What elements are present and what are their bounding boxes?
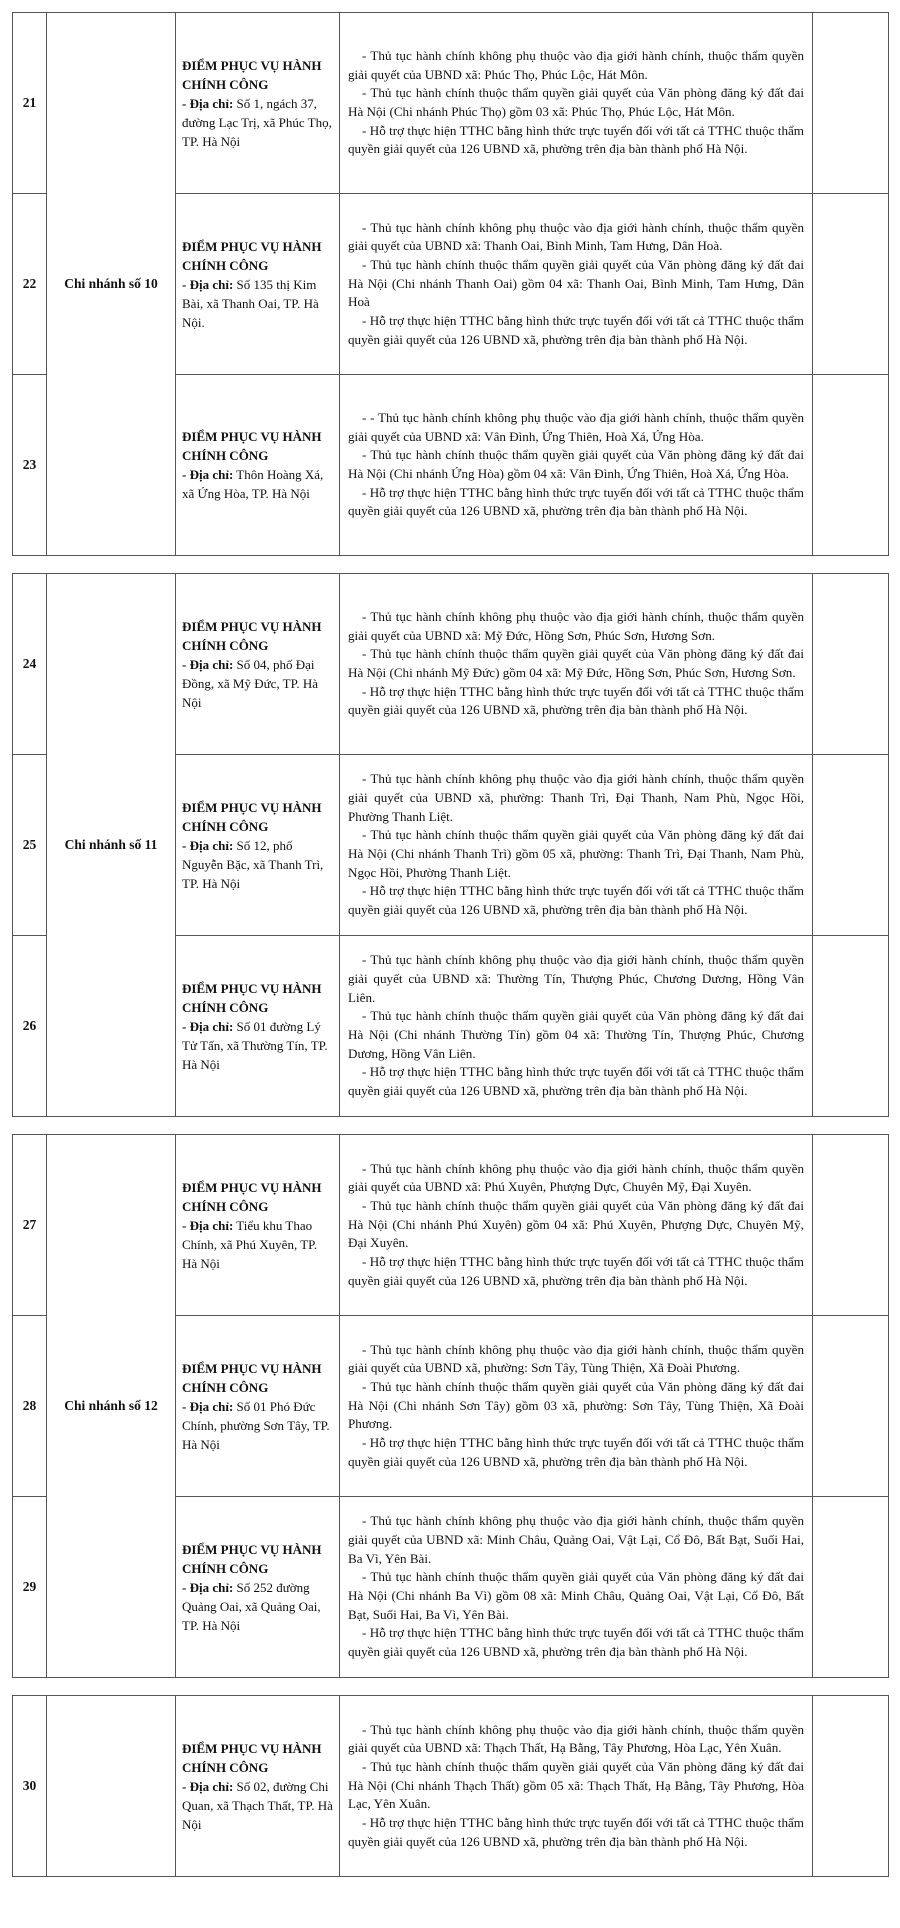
address-text: Tiểu khu Thao Chính, xã Phú Xuyên, TP. Hà Nội — [182, 1217, 318, 1271]
procedure-paragraph: - Thủ tục hành chính không phụ thuộc vào địa giới hành chính, thuộc thẩm quyền giải quyết của UBND xã, phường: Sơn Tây, Tùng Thiện, Xã Đoài Phương. — [348, 1341, 804, 1376]
notes-cell — [813, 1696, 889, 1877]
row-number: 30 — [13, 1696, 47, 1877]
branch-name: Chi nhánh số 11 — [47, 574, 176, 1117]
address-label: - Địa chỉ: — [182, 1579, 234, 1595]
service-point-cell — [176, 375, 340, 556]
address-text: Số 01 Phó Đức Chính, phường Sơn Tây, TP. Hà Nội — [182, 1398, 330, 1452]
service-point-cell — [176, 1497, 340, 1678]
procedure-paragraph: - Thủ tục hành chính không phụ thuộc vào địa giới hành chính, thuộc thẩm quyền giải quyết của UBND xã: Mỹ Đức, Hồng Sơn, Phúc Sơn, Hương Sơn. — [348, 608, 804, 643]
service-point-cell — [176, 936, 340, 1117]
procedure-paragraph: - Hỗ trợ thực hiện TTHC bằng hình thức trực tuyến đối với tất cả TTHC thuộc thẩm quyền giải quyết của 126 UBND xã, phường trên địa bàn thành phố Hà Nội. — [348, 1064, 804, 1099]
procedure-paragraph: - Thủ tục hành chính thuộc thẩm quyền giải quyết của Văn phòng đăng ký đất đai Hà Nội (Chi nhánh Thanh Trì) gồm 05 xã, phường: Thanh Trì, Đại Thanh, Nam Phù, Ngọc Hồi, Phường Thanh Liệt. — [348, 827, 804, 880]
table-row — [13, 574, 889, 755]
branch-name: Chi nhánh số 12 — [47, 1135, 176, 1678]
procedure-paragraph: - Hỗ trợ thực hiện TTHC bằng hình thức trực tuyến đối với tất cả TTHC thuộc thẩm quyền giải quyết của 126 UBND xã, phường trên địa bàn thành phố Hà Nội. — [348, 1254, 804, 1288]
table-row — [13, 1135, 889, 1316]
procedure-paragraph: - Thủ tục hành chính thuộc thẩm quyền giải quyết của Văn phòng đăng ký đất đai Hà Nội (Chi nhánh Ứng Hòa) gồm 04 xã: Vân Đình, Ứng Thiên, Hoà Xá, Ứng Hòa. — [348, 447, 804, 481]
address-label: - Địa chỉ: — [182, 95, 234, 111]
service-point-cell — [176, 1316, 340, 1497]
service-point-cell — [176, 755, 340, 936]
address-label: - Địa chỉ: — [182, 1778, 234, 1794]
row-number: 24 — [13, 574, 47, 755]
service-point-title: ĐIỂM PHỤC VỤ HÀNH CHÍNH CÔNG — [182, 1360, 322, 1395]
address-text: Số 12, phố Nguyễn Bặc, xã Thanh Trì, TP. Hà Nội — [182, 837, 324, 891]
service-point-table — [12, 1695, 889, 1877]
service-point-cell — [176, 194, 340, 375]
notes-cell — [813, 936, 889, 1117]
procedure-paragraph: - Hỗ trợ thực hiện TTHC bằng hình thức trực tuyến đối với tất cả TTHC thuộc thẩm quyền giải quyết của 126 UBND xã, phường trên địa bàn thành phố Hà Nội. — [348, 683, 804, 718]
notes-cell — [813, 13, 889, 194]
address-label: - Địa chỉ: — [182, 656, 234, 672]
procedure-paragraph: - Thủ tục hành chính không phụ thuộc vào địa giới hành chính, thuộc thẩm quyền giải quyết của UBND xã: Phú Xuyên, Phượng Dực, Chuyên Mỹ, Đại Xuyên. — [348, 1160, 804, 1195]
procedure-paragraph: - Thủ tục hành chính thuộc thẩm quyền giải quyết của Văn phòng đăng ký đất đai Hà Nội (Chi nhánh Phúc Thọ) gồm 03 xã: Phúc Thọ, Phúc Lộc, Hát Môn. — [348, 85, 804, 119]
table-row — [13, 1696, 889, 1877]
notes-cell — [813, 375, 889, 556]
procedure-description — [340, 936, 813, 1117]
procedure-paragraph: - Hỗ trợ thực hiện TTHC bằng hình thức trực tuyến đối với tất cả TTHC thuộc thẩm quyền giải quyết của 126 UBND xã, phường trên địa bàn thành phố Hà Nội. — [348, 1625, 804, 1660]
service-point-title: ĐIỂM PHỤC VỤ HÀNH CHÍNH CÔNG — [182, 57, 322, 92]
service-point-cell — [176, 1696, 340, 1877]
procedure-description — [340, 574, 813, 755]
row-number: 26 — [13, 936, 47, 1117]
notes-cell — [813, 755, 889, 936]
address-label: - Địa chỉ: — [182, 467, 234, 482]
row-number: 21 — [13, 13, 47, 194]
procedure-paragraph: - Thủ tục hành chính thuộc thẩm quyền giải quyết của Văn phòng đăng ký đất đai Hà Nội (Chi nhánh Thường Tín) gồm 04 xã: Thường Tín, Thượng Phúc, Chương Dương, Hồng Vân Liên. — [348, 1008, 804, 1061]
procedure-description — [340, 1135, 813, 1316]
procedure-paragraph: - Hỗ trợ thực hiện TTHC bằng hình thức trực tuyến đối với tất cả TTHC thuộc thẩm quyền giải quyết của 126 UBND xã, phường trên địa bàn thành phố Hà Nội. — [348, 883, 804, 918]
procedure-paragraph: - Thủ tục hành chính thuộc thẩm quyền giải quyết của Văn phòng đăng ký đất đai Hà Nội (Chi nhánh Sơn Tây) gồm 03 xã, phường: Sơn Tây, Tùng Thiện, Xã Đoài Phương. — [348, 1378, 804, 1432]
service-point-title: ĐIỂM PHỤC VỤ HÀNH CHÍNH CÔNG — [182, 980, 322, 1015]
procedure-description — [340, 375, 813, 556]
row-number: 29 — [13, 1497, 47, 1678]
service-point-title: ĐIỂM PHỤC VỤ HÀNH CHÍNH CÔNG — [182, 1179, 322, 1214]
row-number: 23 — [13, 375, 47, 556]
notes-cell — [813, 1135, 889, 1316]
notes-cell — [813, 574, 889, 755]
document-page — [12, 12, 888, 1894]
address-label: - Địa chỉ: — [182, 1018, 234, 1034]
branch-name: Chi nhánh số 10 — [47, 13, 176, 556]
service-point-title: ĐIỂM PHỤC VỤ HÀNH CHÍNH CÔNG — [182, 429, 322, 463]
service-point-table — [12, 1134, 889, 1678]
address-text: Thôn Hoàng Xá, xã Ứng Hòa, TP. Hà Nội — [182, 467, 324, 501]
branch-name — [47, 1696, 176, 1877]
address-text: Số 1, ngách 37, đường Lạc Trị, xã Phúc Thọ, TP. Hà Nội — [182, 95, 332, 149]
address-text: Số 01 đường Lý Tử Tấn, xã Thường Tín, TP. Hà Nội — [182, 1018, 328, 1072]
address-label: - Địa chỉ: — [182, 276, 234, 292]
procedure-paragraph: - Hỗ trợ thực hiện TTHC bằng hình thức trực tuyến đối với tất cả TTHC thuộc thẩm quyền giải quyết của 126 UBND xã, phường trên địa bàn thành phố Hà Nội. — [348, 484, 804, 519]
row-number: 22 — [13, 194, 47, 375]
address-text: Số 252 đường Quảng Oai, xã Quảng Oai, TP. Hà Nội — [182, 1579, 321, 1633]
procedure-description — [340, 1316, 813, 1497]
address-label: - Địa chỉ: — [182, 1217, 234, 1233]
procedure-paragraph: - Thủ tục hành chính không phụ thuộc vào địa giới hành chính, thuộc thẩm quyền giải quyết của UBND xã, phường: Thanh Trì, Đại Thanh, Nam Phù, Ngọc Hồi, Phường Thanh Liệt. — [348, 771, 804, 824]
procedure-paragraph: - Hỗ trợ thực hiện TTHC bằng hình thức trực tuyến đối với tất cả TTHC thuộc thẩm quyền giải quyết của 126 UBND xã, phường trên địa bàn thành phố Hà Nội. — [348, 313, 804, 347]
service-point-cell — [176, 574, 340, 755]
procedure-paragraph: - Thủ tục hành chính không phụ thuộc vào địa giới hành chính, thuộc thẩm quyền giải quyết của UBND xã: Thạch Thất, Hạ Bằng, Tây Phương, Hòa Lạc, Yên Xuân. — [348, 1721, 804, 1756]
procedure-paragraph: - Thủ tục hành chính thuộc thẩm quyền giải quyết của Văn phòng đăng ký đất đai Hà Nội (Chi nhánh Thạch Thất) gồm 05 xã: Thạch Thất, Hạ Bằng, Tây Phương, Hòa Lạc, Yên Xuân. — [348, 1758, 804, 1812]
service-point-title: ĐIỂM PHỤC VỤ HÀNH CHÍNH CÔNG — [182, 238, 322, 273]
procedure-description — [340, 755, 813, 936]
procedure-paragraph: - Thủ tục hành chính không phụ thuộc vào địa giới hành chính, thuộc thẩm quyền giải quyết của UBND xã: Thanh Oai, Bình Minh, Tam Hưng, Dân Hoà. — [348, 219, 804, 254]
table-row — [13, 13, 889, 194]
procedure-description — [340, 194, 813, 375]
service-point-title: ĐIỂM PHỤC VỤ HÀNH CHÍNH CÔNG — [182, 618, 322, 653]
service-point-cell — [176, 13, 340, 194]
address-text: Số 04, phố Đại Đồng, xã Mỹ Đức, TP. Hà Nội — [182, 656, 319, 710]
procedure-description — [340, 13, 813, 194]
procedure-paragraph: - - Thủ tục hành chính không phụ thuộc vào địa giới hành chính, thuộc thẩm quyền giải quyết của UBND xã: Vân Đình, Ứng Thiên, Hoà Xá, Ứng Hòa. — [348, 409, 804, 444]
address-label: - Địa chỉ: — [182, 837, 234, 853]
procedure-paragraph: - Thủ tục hành chính không phụ thuộc vào địa giới hành chính, thuộc thẩm quyền giải quyết của UBND xã: Minh Châu, Quảng Oai, Vật Lại, Cổ Đô, Bất Bạt, Suối Hai, Ba Vì, Yên Bài. — [348, 1513, 804, 1566]
procedure-description — [340, 1696, 813, 1877]
row-number: 28 — [13, 1316, 47, 1497]
procedure-paragraph: - Thủ tục hành chính thuộc thẩm quyền giải quyết của Văn phòng đăng ký đất đai Hà Nội (Chi nhánh Mỹ Đức) gồm 04 xã: Mỹ Đức, Hồng Sơn, Phúc Sơn, Hương Sơn. — [348, 646, 804, 680]
procedure-paragraph: - Thủ tục hành chính thuộc thẩm quyền giải quyết của Văn phòng đăng ký đất đai Hà Nội (Chi nhánh Ba Vì) gồm 08 xã: Minh Châu, Quảng Oai, Vật Lại, Cổ Đô, Bất Bạt, Suối Hai, Ba Vì, Yên Bài. — [348, 1569, 804, 1622]
procedure-description — [340, 1497, 813, 1678]
service-point-title: ĐIỂM PHỤC VỤ HÀNH CHÍNH CÔNG — [182, 1740, 322, 1775]
procedure-paragraph: - Thủ tục hành chính không phụ thuộc vào địa giới hành chính, thuộc thẩm quyền giải quyết của UBND xã: Thường Tín, Thượng Phúc, Chương Dương, Hồng Vân Liên. — [348, 952, 804, 1005]
procedure-paragraph: - Thủ tục hành chính không phụ thuộc vào địa giới hành chính, thuộc thẩm quyền giải quyết của UBND xã: Phúc Thọ, Phúc Lộc, Hát Môn. — [348, 47, 804, 82]
service-point-cell — [176, 1135, 340, 1316]
address-text: Số 135 thị Kim Bài, xã Thanh Oai, TP. Hà Nội. — [182, 276, 319, 330]
service-point-title: ĐIỂM PHỤC VỤ HÀNH CHÍNH CÔNG — [182, 1541, 322, 1576]
service-point-table — [12, 573, 889, 1117]
procedure-paragraph: - Hỗ trợ thực hiện TTHC bằng hình thức trực tuyến đối với tất cả TTHC thuộc thẩm quyền giải quyết của 126 UBND xã, phường trên địa bàn thành phố Hà Nội. — [348, 1435, 804, 1469]
notes-cell — [813, 1316, 889, 1497]
service-point-title: ĐIỂM PHỤC VỤ HÀNH CHÍNH CÔNG — [182, 799, 322, 834]
procedure-paragraph: - Thủ tục hành chính thuộc thẩm quyền giải quyết của Văn phòng đăng ký đất đai Hà Nội (Chi nhánh Phú Xuyên) gồm 04 xã: Phú Xuyên, Phượng Dực, Chuyên Mỹ, Đại Xuyên. — [348, 1197, 804, 1251]
row-number: 25 — [13, 755, 47, 936]
procedure-paragraph: - Hỗ trợ thực hiện TTHC bằng hình thức trực tuyến đối với tất cả TTHC thuộc thẩm quyền giải quyết của 126 UBND xã, phường trên địa bàn thành phố Hà Nội. — [348, 122, 804, 157]
procedure-paragraph: - Thủ tục hành chính thuộc thẩm quyền giải quyết của Văn phòng đăng ký đất đai Hà Nội (Chi nhánh Thanh Oai) gồm 04 xã: Thanh Oai, Bình Minh, Tam Hưng, Dân Hoà — [348, 256, 804, 310]
notes-cell — [813, 194, 889, 375]
service-point-table — [12, 12, 889, 556]
address-text: Số 02, đường Chi Quan, xã Thạch Thất, TP. Hà Nội — [182, 1778, 333, 1832]
row-number: 27 — [13, 1135, 47, 1316]
address-label: - Địa chỉ: — [182, 1398, 234, 1414]
procedure-paragraph: - Hỗ trợ thực hiện TTHC bằng hình thức trực tuyến đối với tất cả TTHC thuộc thẩm quyền giải quyết của 126 UBND xã, phường trên địa bàn thành phố Hà Nội. — [348, 1815, 804, 1849]
notes-cell — [813, 1497, 889, 1678]
